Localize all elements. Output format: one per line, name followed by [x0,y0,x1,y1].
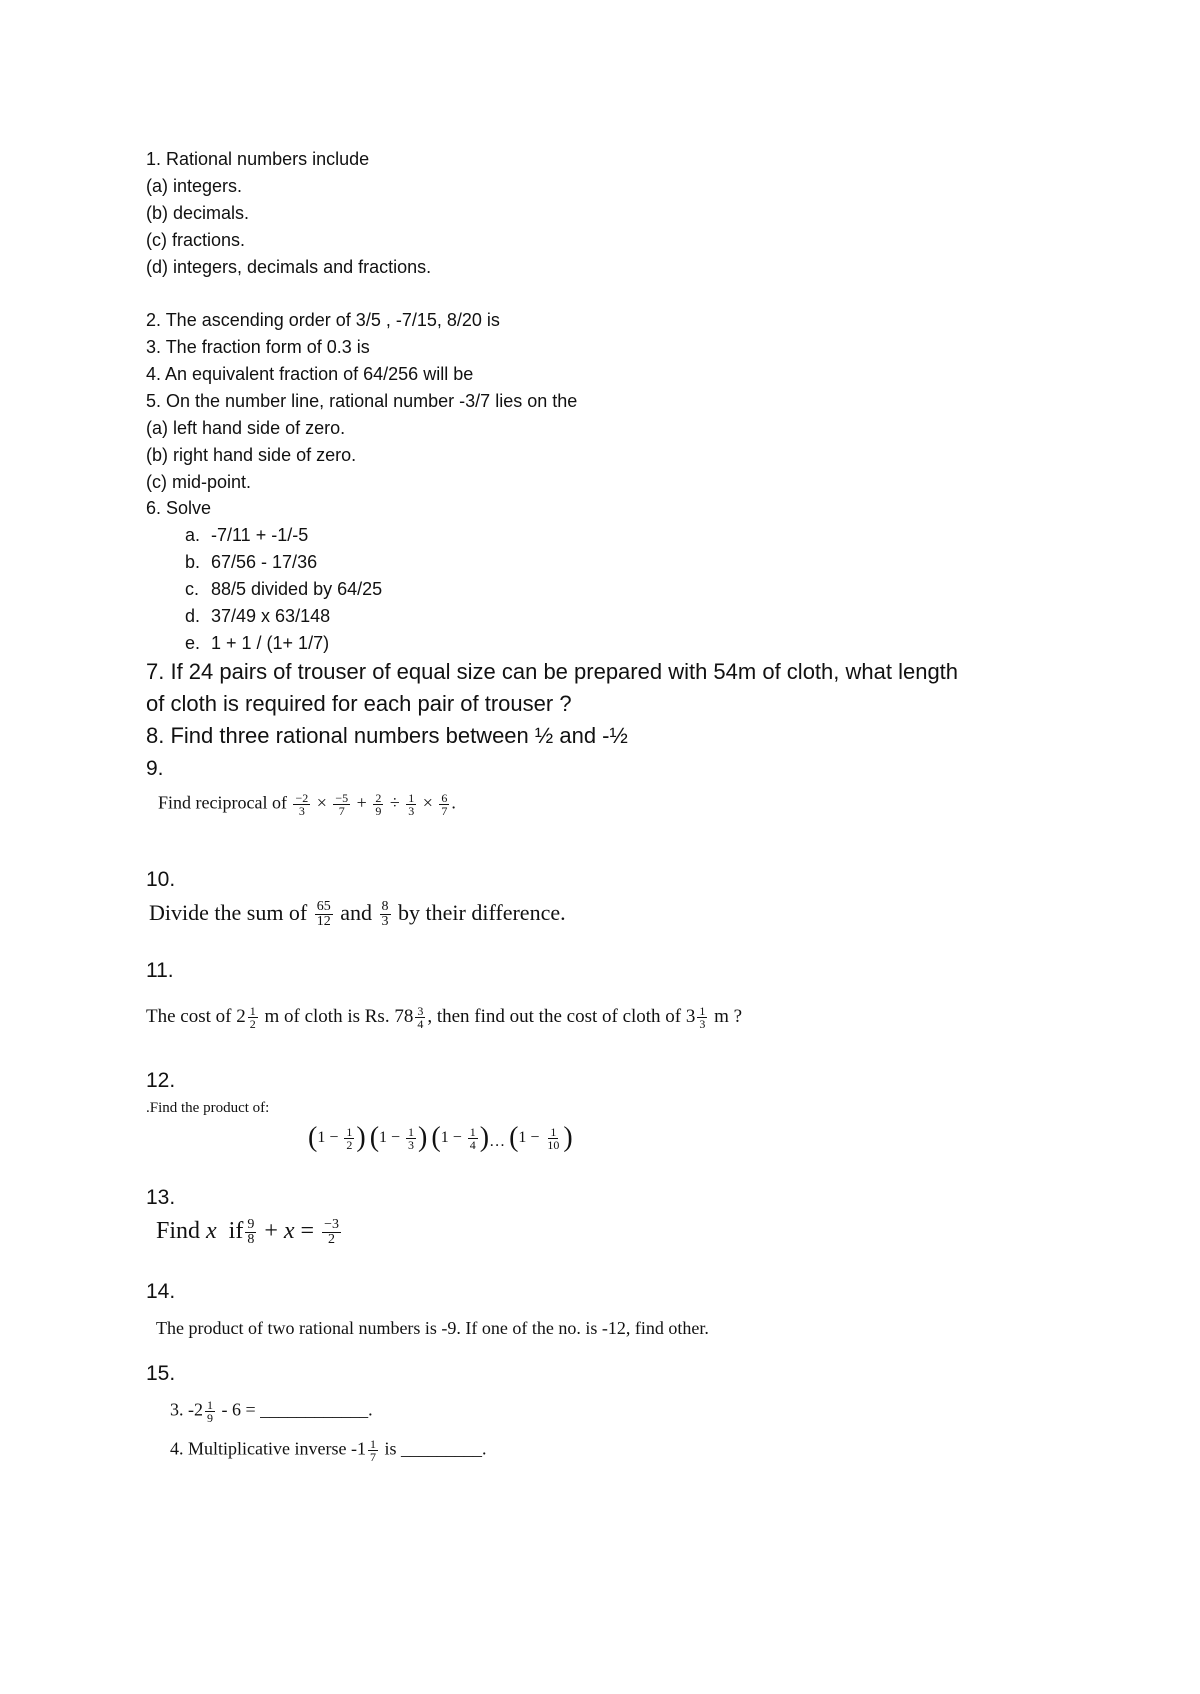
q1-option-d: (d) integers, decimals and fractions. [146,257,432,277]
denominator: 7 [369,1450,376,1464]
denominator: 3 [298,804,305,818]
numerator: 1 [699,1004,706,1018]
q4-text: 4. An equivalent fraction of 64/256 will be [146,364,474,384]
q10-fraction [380,900,391,929]
q15-item-lead: 3. -2 [170,1399,203,1420]
denominator: 3 [699,1017,706,1031]
numerator: 1 [346,1124,353,1139]
denominator: 7 [338,804,345,818]
q15-item-3 [170,1399,373,1424]
minus: − [391,1129,401,1146]
q9-fraction [406,792,416,817]
ellipsis: … [489,1133,506,1150]
denominator: 8 [247,1232,255,1247]
q6-item-text: -7/11 + -1/-5 [211,525,309,545]
q12-number: 12. [146,1069,176,1092]
q14-number: 14. [146,1280,176,1303]
q15-item-tail: - 6 = ____________. [221,1399,373,1420]
numerator: 3 [417,1004,424,1018]
q9-fraction [373,792,383,817]
q6-item-e [185,632,329,654]
plus: + [264,1218,278,1245]
numerator: 1 [249,1004,256,1018]
q10-expression [149,900,566,929]
q11-fraction [415,1005,425,1030]
q9-fraction [293,792,310,817]
q6-item-letter: c. [185,579,200,599]
q12-fraction [545,1126,561,1151]
operator: × [316,792,327,813]
q5-option-b: (b) right hand side of zero. [146,445,357,465]
numerator: 1 [550,1124,557,1139]
denominator: 9 [375,804,382,818]
q15-item-lead: 4. Multiplicative inverse -1 [170,1438,366,1459]
numerator: 1 [369,1437,376,1451]
period: . [451,792,456,813]
q13-if: if [228,1218,244,1245]
q12-fraction [344,1126,354,1151]
q6-item-b [185,551,317,573]
q13-fraction [245,1218,256,1247]
one: 1 [379,1129,388,1146]
q11-fraction [697,1005,707,1030]
q12-factor: ( 1 − $\frac{1}{2}$ ) [308,1122,366,1153]
denominator: 2 [249,1017,256,1031]
q13-variable: x [283,1218,295,1245]
q13-equation [156,1218,343,1247]
operator: × [422,792,433,813]
q11-number: 11. [146,959,174,982]
q11-expression [146,1005,742,1030]
q13-number: 13. [146,1186,176,1209]
q9-lead: Find reciprocal of [158,792,287,813]
q12-lead: .Find the product of: [146,1100,270,1116]
equals: = [300,1218,315,1245]
numerator: −5 [335,791,349,805]
q5-option-c: (c) mid-point. [146,472,252,492]
q6-item-d [185,605,330,627]
numerator: −2 [295,791,309,805]
numerator: 9 [247,1217,255,1232]
q10-number: 10. [146,868,176,891]
q6-item-a [185,524,308,546]
q12-factor: ( 1 − $\frac{1}{4}$ ) [431,1122,490,1153]
denominator: 9 [207,1411,213,1425]
numerator: 1 [469,1124,476,1139]
q11-lead: The cost of 2 [146,1005,246,1027]
q10-tail: by their difference. [398,900,566,925]
q15-item-4 [170,1438,486,1463]
q11-mid2: , then find out the cost of cloth of 3 [427,1005,696,1027]
q10-and: and [340,900,373,925]
q14-text: The product of two rational numbers is -9. If one of the no. is -12, find other. [156,1318,709,1338]
q6-item-c [185,578,382,600]
numerator: 65 [316,899,331,915]
q6-item-text: 1 + 1 / (1+ 1/7) [211,633,330,653]
q8-text: 8. Find three rational numbers between ½ and -½ [146,723,628,748]
q11-tail: m ? [714,1005,743,1027]
numerator: 8 [381,899,389,915]
q7-line2: of cloth is required for each pair of trouser ? [146,691,572,716]
q7-line1: 7. If 24 pairs of trouser of equal size can be prepared with 54m of cloth, what length [146,659,959,684]
minus: − [530,1129,540,1146]
q15-number: 15. [146,1362,176,1385]
q6-item-text: 88/5 divided by 64/25 [211,579,383,599]
one: 1 [440,1129,449,1146]
q1-option-a: (a) integers. [146,176,243,196]
minus: − [329,1129,339,1146]
denominator: 3 [381,914,389,930]
numerator: −3 [324,1217,339,1232]
q6-item-text: 37/49 x 63/148 [211,606,331,626]
numerator: 1 [408,1124,415,1139]
denominator: 3 [408,804,415,818]
q6-item-letter: e. [185,633,201,653]
numerator: 1 [408,791,415,805]
q2-text: 2. The ascending order of 3/5 , -7/15, 8/20 is [146,310,500,330]
q10-fraction [315,900,333,929]
operator: ÷ [389,792,400,813]
minus: − [452,1129,462,1146]
q15-fraction [368,1438,378,1463]
q6-item-text: 67/56 - 17/36 [211,552,318,572]
q13-variable: x [206,1218,217,1245]
q1-option-c: (c) fractions. [146,230,246,250]
denominator: 2 [346,1137,353,1152]
one: 1 [317,1129,326,1146]
denominator: 4 [469,1137,476,1152]
numerator: 2 [375,791,382,805]
denominator: 3 [408,1137,415,1152]
q6-item-letter: a. [185,525,201,545]
denominator: 12 [316,914,331,930]
q1-option-b: (b) decimals. [146,203,250,223]
q1-stem: 1. Rational numbers include [146,149,370,169]
q9-number: 9. [146,757,164,780]
q9-expression [158,792,456,817]
q6-item-letter: d. [185,606,201,626]
q12-factor: ( 1 − $\frac{1}{3}$ ) [369,1122,428,1153]
q11-fraction [248,1005,258,1030]
q3-text: 3. The fraction form of 0.3 is [146,337,370,357]
q5-stem: 5. On the number line, rational number -3/7 lies on the [146,391,578,411]
numerator: 1 [207,1398,213,1412]
denominator: 2 [328,1232,336,1247]
q12-product [308,1122,573,1154]
q13-fraction [322,1218,341,1247]
q9-fraction [439,792,449,817]
denominator: 4 [417,1017,424,1031]
q12-fraction [406,1126,416,1151]
q5-option-a: (a) left hand side of zero. [146,418,346,438]
q10-lead: Divide the sum of [149,900,308,925]
q9-fraction [333,792,350,817]
denominator: 7 [441,804,448,818]
q11-mid1: m of cloth is Rs. 78 [264,1005,414,1027]
q12-factor: ( 1 − $\frac{1}{10}$ ) [509,1122,573,1153]
q12-fraction [468,1126,478,1151]
numerator: 6 [441,791,448,805]
q15-item-tail: is _________. [384,1438,487,1459]
q6-item-letter: b. [185,552,201,572]
denominator: 10 [547,1137,560,1152]
operator: + [356,792,367,813]
q13-lead: Find [156,1218,201,1245]
q15-fraction [205,1399,215,1424]
q6-stem: 6. Solve [146,498,212,518]
one: 1 [518,1129,527,1146]
